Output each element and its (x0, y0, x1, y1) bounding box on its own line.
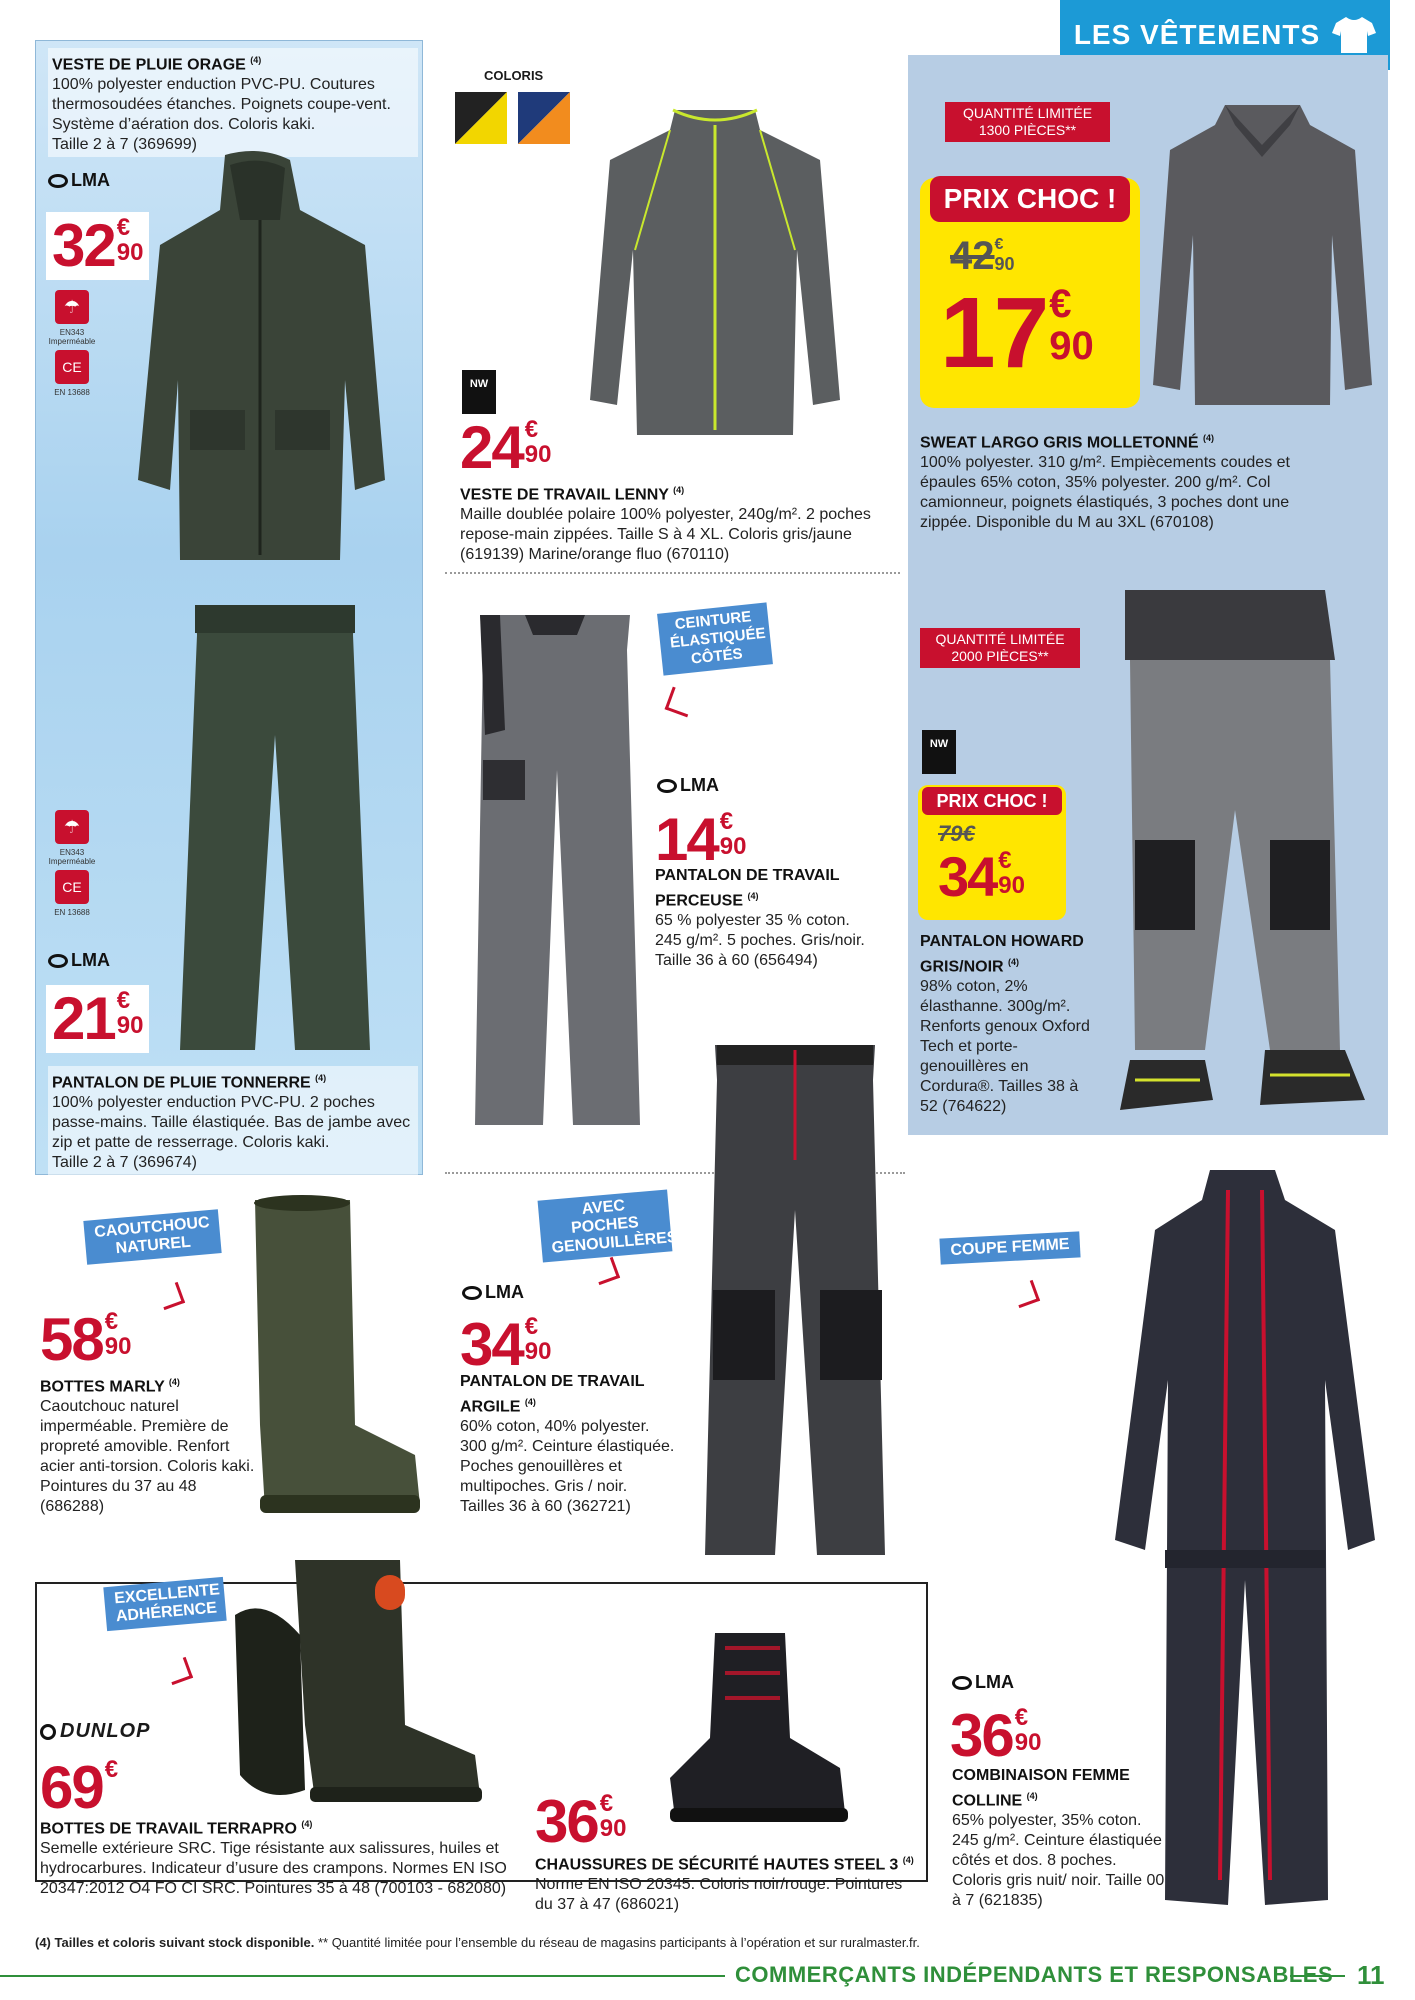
rain-jacket-image (130, 150, 390, 580)
footer-note-stock: (4) Tailles et coloris suivant stock disponible. (35, 1935, 315, 1950)
argile-title: PANTALON DE TRAVAIL ARGILE (460, 1373, 645, 1416)
footnote-ref: (4) (301, 1819, 313, 1829)
price-cents: 90 (1014, 1729, 1042, 1756)
howard-price (938, 845, 1025, 908)
largo-desc: 100% polyester. 310 g/m². Empiècements coudes et épaules 65% coton, 35% polyester. 200 g/m². Col camionneur, poignets élastiqués, 3 poches dont une zippée. Disponible du M au 3XL (670108) (920, 454, 1290, 532)
largo-prix-choc (920, 178, 1140, 408)
rain-jacket-desc: 100% polyester enduction PVC-PU. Coutures thermosoudées étanches. Poignets coupe-vent. Système d’aération dos. Coloris kaki. (52, 76, 391, 134)
lma-logo-icon (48, 174, 68, 188)
price-integer: 36 (950, 1702, 1013, 1769)
argile-feature-tag: AVEC POCHES GENOUILLÈRES (538, 1189, 673, 1262)
terrapro-desc: Semelle extérieure SRC. Tige résistante aux salissures, huiles et hydrocarbures. Indicateur d’usure des crampons. Normes EN ISO 20347:2012 O4 FO CI SRC. Pointures 35 à 48 (700103 - 682080) (40, 1840, 507, 1898)
marly-boots-image (235, 1195, 425, 1525)
norm-label: EN 13688 (54, 388, 90, 397)
lenny-desc: Maille doublée polaire 100% polyester, 240g/m². 2 poches repose-main zippées. Taille S à 4 XL. Coloris gris/jaune (619139) Marine/orange fluo (670110) (460, 506, 871, 564)
footnote-ref: (4) (1008, 957, 1020, 967)
tshirt-icon (1332, 15, 1376, 55)
marly-feature-tag: CAOUTCHOUC NATUREL (83, 1209, 221, 1265)
brand-name: LMA (485, 1282, 524, 1302)
price-currency: € (524, 416, 539, 443)
price-integer: 17 (940, 277, 1048, 389)
howard-old-price: 79€ (938, 821, 975, 846)
price-integer: 58 (40, 1306, 103, 1373)
price-currency: € (104, 1308, 119, 1335)
rain-jacket-size: Taille 2 à 7 (369699) (52, 136, 197, 154)
colline-info (952, 1766, 1167, 1911)
price-cents: 90 (599, 1815, 627, 1842)
argile-desc: 60% coton, 40% polyester. 300 g/m². Ceinture élastiquée. Poches genouillères et multipoches. Gris / noir. Tailles 36 à 60 (362721) (460, 1418, 675, 1516)
price-currency: € (104, 1756, 119, 1783)
terrapro-title: BOTTES DE TRAVAIL TERRAPRO (40, 1820, 297, 1838)
footer-line-right (1290, 1975, 1345, 1977)
perceuse-desc: 65 % polyester 35 % coton. 245 g/m². 5 poches. Gris/noir. Taille 36 à 60 (656494) (655, 912, 865, 970)
prix-choc-label: PRIX CHOC ! (922, 787, 1062, 815)
price-cents: 90 (116, 1012, 144, 1039)
footnote-ref: (4) (168, 1377, 180, 1387)
colline-desc: 65% polyester, 35% coton. 245 g/m². Ceinture élastiquée côtés et dos. 8 poches. Coloris gris nuit/ noir. Taille 00 à 7 (621835) (952, 1812, 1165, 1910)
rain-pants-desc: 100% polyester enduction PVC-PU. 2 poches passe-mains. Taille élastiquée. Bas de jambe avec zip et patte de resserrage. Coloris kaki. (52, 1094, 411, 1152)
lma-logo-icon (952, 1676, 972, 1690)
price-currency: € (1049, 282, 1072, 326)
perceuse-title: PANTALON DE TRAVAIL PERCEUSE (655, 867, 840, 910)
lenny-jacket-image (585, 100, 845, 440)
rain-jacket-info (48, 48, 418, 157)
old-price-integer: 42 (950, 234, 995, 278)
brand-name: NW (469, 378, 489, 390)
footnote-ref: (4) (315, 1073, 327, 1083)
footnote-ref: (4) (524, 1397, 536, 1407)
lenny-info (460, 480, 900, 565)
marly-info (40, 1372, 255, 1517)
perceuse-info (655, 866, 875, 971)
dunlop-logo-icon (40, 1724, 56, 1740)
price-currency: € (599, 1790, 614, 1817)
perceuse-pants-image (465, 610, 645, 1130)
page-number: 11 (1357, 1960, 1385, 1990)
price-cents: 90 (524, 441, 552, 468)
brand-name: LMA (975, 1672, 1014, 1692)
prix-choc-label: PRIX CHOC ! (930, 176, 1130, 222)
color-swatch-1 (455, 92, 507, 144)
rain-jacket-title: VESTE DE PLUIE ORAGE (52, 56, 246, 74)
arrow-icon (592, 1257, 620, 1285)
howard-prix-choc (918, 785, 1066, 920)
steel-info (535, 1850, 920, 1915)
marly-title: BOTTES MARLY (40, 1378, 165, 1396)
price-currency: € (116, 214, 131, 241)
price-cents: 90 (116, 239, 144, 266)
steel-title: CHAUSSURES DE SÉCURITÉ HAUTES STEEL 3 (535, 1856, 899, 1874)
rain-pants-info (48, 1066, 418, 1175)
lma-brand-logo (462, 1282, 524, 1303)
terrapro-feature-tag: EXCELLENTE ADHÉRENCE (103, 1577, 226, 1631)
umbrella-icon: ☂ (55, 810, 89, 844)
largo-sweat-image (1150, 95, 1375, 415)
marly-price (40, 1306, 132, 1373)
terrapro-price (40, 1754, 119, 1821)
lma-brand-logo (48, 950, 110, 971)
footer-note-quantity: ** Quantité limitée pour l’ensemble du réseau de magasins participants à l’opération et sur ruralmaster.fr. (317, 1935, 920, 1950)
price-integer: 32 (52, 212, 115, 279)
arrow-icon (1012, 1280, 1040, 1308)
price-currency: € (719, 808, 734, 835)
brand-name: DUNLOP (60, 1720, 151, 1742)
lma-logo-icon (462, 1286, 482, 1300)
umbrella-icon: ☂ (55, 290, 89, 324)
argile-price (460, 1311, 552, 1378)
section-title: LES VÊTEMENTS (1073, 19, 1321, 50)
price-cents: 90 (719, 833, 747, 860)
color-swatch-2 (518, 92, 570, 144)
norm-badges (42, 810, 102, 917)
largo-title: SWEAT LARGO GRIS MOLLETONNÉ (920, 434, 1199, 452)
rain-pants-size: Taille 2 à 7 (369674) (52, 1154, 197, 1172)
price-integer: 24 (460, 414, 523, 481)
price-cents: 90 (998, 872, 1025, 899)
steel-price (535, 1788, 627, 1855)
price-cents: 90 (1049, 324, 1094, 368)
colline-title: COMBINAISON FEMME COLLINE (952, 1767, 1130, 1810)
norm-label: EN343 Imperméable (48, 848, 96, 866)
lma-logo-icon (657, 779, 677, 793)
largo-old-price (950, 236, 1015, 276)
argile-pants-image (695, 1040, 895, 1560)
price-integer: 34 (460, 1311, 523, 1378)
perceuse-price (655, 806, 747, 873)
arrow-icon (665, 687, 696, 718)
arrow-icon (157, 1282, 185, 1310)
brand-name: LMA (71, 170, 110, 190)
norm-label: EN343 Imperméable (48, 328, 96, 346)
rain-pants-title: PANTALON DE PLUIE TONNERRE (52, 1074, 311, 1092)
argile-info (460, 1372, 675, 1517)
lenny-title: VESTE DE TRAVAIL LENNY (460, 486, 669, 504)
footnote-ref: (4) (902, 1855, 914, 1865)
brand-name: LMA (680, 775, 719, 795)
price-integer: 34 (938, 845, 997, 908)
brand-name: LMA (71, 950, 110, 970)
price-currency: € (1014, 1704, 1029, 1731)
price-currency: € (524, 1313, 539, 1340)
footnote-ref: (4) (673, 485, 685, 495)
howard-pants-image (1095, 580, 1375, 1120)
colline-price (950, 1702, 1042, 1769)
lma-brand-logo (657, 775, 719, 796)
perceuse-feature-tag: CEINTURE ÉLASTIQUÉE CÔTÉS (657, 602, 773, 675)
price-cents: 90 (104, 1333, 132, 1360)
rain-pants-price (46, 985, 149, 1053)
lenny-price (460, 414, 552, 481)
howard-limited-qty: QUANTITÉ LIMITÉE 2000 PIÈCES** (920, 628, 1080, 668)
steel-shoe-image (655, 1628, 850, 1828)
footnote-ref: (4) (1202, 433, 1214, 443)
terrapro-boots-image (225, 1555, 495, 1810)
footer-line-left (0, 1975, 725, 1977)
footnote-ref: (4) (250, 55, 262, 65)
rain-pants-image (175, 595, 375, 1055)
price-integer: 14 (655, 806, 718, 873)
lma-brand-logo (952, 1672, 1014, 1693)
steel-desc: Norme EN ISO 20345. Coloris noir/rouge. Pointures du 37 à 47 (686021) (535, 1876, 903, 1914)
footer-notes (35, 1935, 920, 1950)
divider (445, 572, 900, 574)
price-integer: 36 (535, 1788, 598, 1855)
price-integer: 21 (52, 985, 115, 1052)
footnote-ref: (4) (1026, 1791, 1038, 1801)
norm-badges (42, 290, 102, 397)
largo-price (940, 277, 1094, 389)
ce-mark-icon: CE (55, 350, 89, 384)
price-integer: 69 (40, 1754, 103, 1821)
colline-feature-tag: COUPE FEMME (939, 1231, 1080, 1264)
largo-info (920, 428, 1335, 533)
marly-desc: Caoutchouc naturel imperméable. Première de propreté amovible. Renfort acier anti-torsion. Coloris kaki. Pointures du 37 au 48 (686288) (40, 1398, 255, 1516)
nw-brand-logo (462, 370, 496, 414)
brand-name: NW (929, 738, 949, 750)
ce-mark-icon: CE (55, 870, 89, 904)
dunlop-brand-logo (40, 1720, 150, 1743)
norm-label: EN 13688 (54, 908, 90, 917)
howard-info (920, 932, 1100, 1117)
largo-limited-qty: QUANTITÉ LIMITÉE 1300 PIÈCES** (945, 102, 1110, 142)
old-price-cents: 90 (994, 254, 1015, 274)
footnote-ref: (4) (747, 891, 759, 901)
price-cents: 90 (524, 1338, 552, 1365)
lma-brand-logo (48, 170, 110, 191)
price-currency: € (998, 847, 1012, 874)
howard-desc: 98% coton, 2% élasthanne. 300g/m². Renforts genoux Oxford Tech et porte-genouillères en Cordura®. Tailles 38 à 52 (764622) (920, 978, 1090, 1116)
lma-logo-icon (48, 954, 68, 968)
terrapro-info (40, 1814, 510, 1899)
footer-slogan: COMMERÇANTS INDÉPENDANTS ET RESPONSABLES (735, 1962, 1334, 1987)
howard-title: PANTALON HOWARD GRIS/NOIR (920, 933, 1084, 976)
nw-brand-logo (922, 730, 956, 774)
old-price-currency: € (994, 236, 1004, 253)
price-currency: € (116, 987, 131, 1014)
coloris-label: COLORIS (484, 68, 544, 83)
